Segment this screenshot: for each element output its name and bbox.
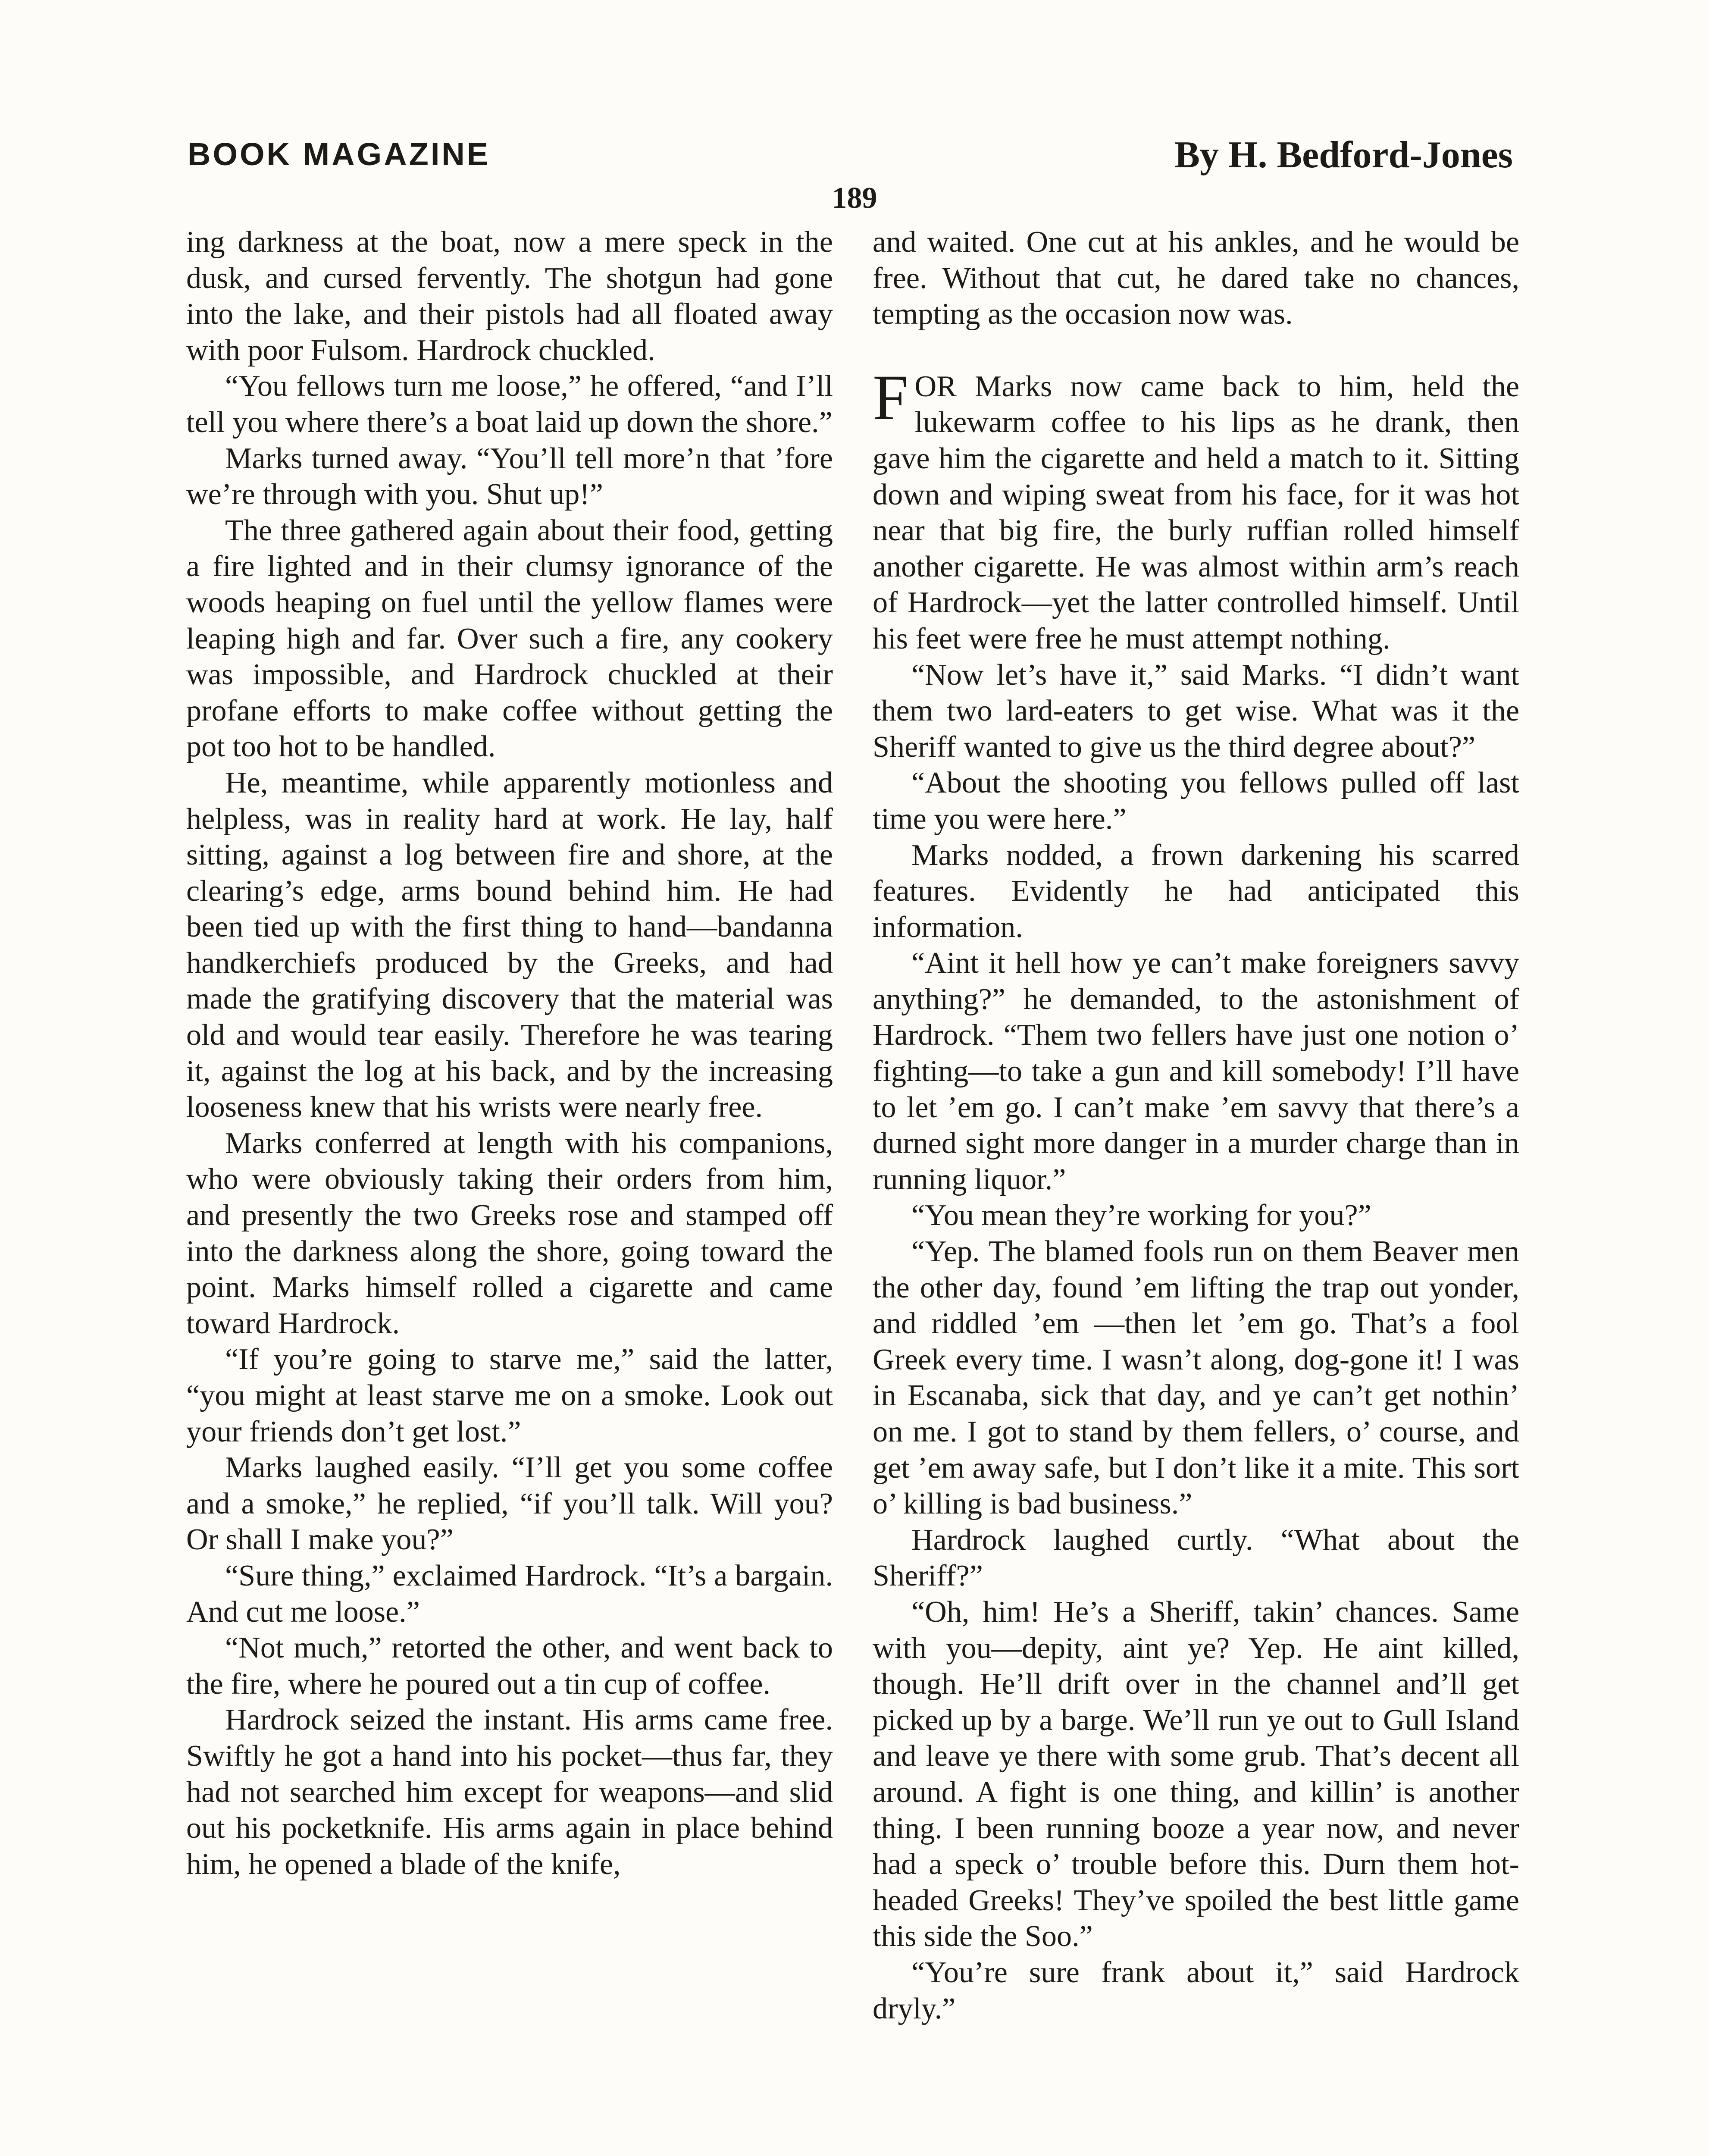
page-number: 189 (832, 182, 877, 215)
running-header (188, 136, 1513, 179)
paragraph: “If you’re going to starve me,” said the latter, “you might at least starve me on a smoke. Look out your friends don’t get lost.” (186, 1342, 833, 1448)
paragraph: “You mean they’re working for you?” (911, 1198, 1371, 1232)
paragraph: “Now let’s have it,” said Marks. “I didn’t want them two lard-eaters to get wise. What was it the Sheriff wanted to give us the third degree about?” (873, 658, 1519, 764)
author-byline: By H. Bedford-Jones (1174, 134, 1513, 176)
paragraph: “You’re sure frank about it,” said Hardrock dryly.” (873, 1955, 1519, 2025)
left-column (186, 224, 833, 1882)
right-column (873, 224, 1519, 2027)
drop-cap-paragraph-text: OR Marks now came back to him, held the lukewarm coffee to his lips as he drank, then gave him the cigarette and held a match to it. Sitting down and wiping sweat from his face, for it was hot near that big fire, the burly ruffian rolled himself another cigarette. He was almost within arm’s reach of Hardrock—yet the latter controlled himself. Until his feet were free he must attempt nothing. (873, 369, 1519, 655)
paragraph: Marks turned away. “You’ll tell more’n that ’fore we’re through with you. Shut up!” (186, 441, 833, 511)
paragraph: ing darkness at the boat, now a mere speck in the dusk, and cursed fervently. The shotgun had gone into the lake, and their pistols had all floated away with poor Fulsom. Hardrock chuckled. (186, 225, 833, 367)
paragraph: He, meantime, while apparently motionless and helpless, was in reality hard at work. He lay, half sitting, against a log between fire and shore, at the clearing’s edge, arms bound behind him. He had been tied up with the first thing to hand—bandanna handkerchiefs produced by the Greeks, and had made the gratifying discovery that the material was old and would tear easily. Therefore he was tearing it, against the log at his back, and by the increasing looseness knew that his wrists were nearly free. (186, 765, 833, 1124)
paragraph: “About the shooting you fellows pulled off last time you were here.” (873, 766, 1519, 836)
magazine-title: BOOK MAGAZINE (188, 136, 491, 172)
paragraph: Marks nodded, a frown darkening his scarred features. Evidently he had anticipated this information. (873, 838, 1519, 944)
paragraph: Marks conferred at length with his companions, who were obviously taking their orders from him, and presently the two Greeks rose and stamped off into the darkness along the shore, going toward the point. Marks himself rolled a cigarette and came toward Hardrock. (186, 1126, 833, 1340)
paragraph: “Not much,” retorted the other, and went back to the fire, where he poured out a tin cup of coffee. (186, 1631, 833, 1701)
paragraph: “Sure thing,” exclaimed Hardrock. “It’s a bargain. And cut me loose.” (186, 1558, 833, 1629)
paragraph: Hardrock seized the instant. His arms came free. Swiftly he got a hand into his pocket—thus far, they had not searched him except for weapons—and slid out his pocketknife. His arms again in place behind him, he opened a blade of the knife, (186, 1703, 833, 1881)
paragraph: Hardrock laughed curtly. “What about the Sheriff?” (873, 1523, 1519, 1593)
paragraph: The three gathered again about their food, getting a fire lighted and in their clumsy ignorance of the woods heaping on fuel until the yellow flames were leaping high and far. Over such a fire, any cookery was impossible, and Hardrock chuckled at their profane efforts to make coffee without getting the pot too hot to be handled. (186, 513, 833, 764)
paragraph: “Aint it hell how ye can’t make foreigners savvy anything?” he demanded, to the astonishment of Hardrock. “Them two fellers have just one notion o’ fighting—to take a gun and kill somebody! I’ll have to let ’em go. I can’t make ’em savvy that there’s a durned sight more danger in a murder charge than in running liquor.” (873, 946, 1519, 1196)
paragraph: Marks laughed easily. “I’ll get you some coffee and a smoke,” he replied, “if you’ll talk. Will you? Or shall I make you?” (186, 1451, 833, 1557)
paragraph: “You fellows turn me loose,” he offered, “and I’ll tell you where there’s a boat laid up down the shore.” (186, 369, 833, 439)
drop-cap-paragraph (873, 361, 1519, 657)
drop-cap: F (873, 361, 909, 433)
paragraph: “Yep. The blamed fools run on them Beaver men the other day, found ’em lifting the trap out yonder, and riddled ’em —then let ’em go. That’s a fool Greek every time. I wasn’t along, dog-gone it! I was in Escanaba, sick that day, and ye can’t get nothin’ on me. I got to stand by them fellers, o’ course, and get ’em away safe, but I don’t like it a mite. This sort o’ killing is bad business.” (873, 1235, 1519, 1521)
paragraph: and waited. One cut at his ankles, and he would be free. Without that cut, he dared take no chances, tempting as the occasion now was. (873, 225, 1519, 331)
paragraph: “Oh, him! He’s a Sheriff, takin’ chances. Same with you—depity, aint ye? Yep. He aint killed, though. He’ll drift over in the channel and’ll get picked up by a barge. We’ll run ye out to Gull Island and leave ye there with some grub. That’s decent all around. A fight is one thing, and killin’ is another thing. I been running booze a year now, and never had a speck o’ trouble before this. Durn them hot-headed Greeks! They’ve spoiled the best little game this side the Soo.” (873, 1595, 1519, 1953)
